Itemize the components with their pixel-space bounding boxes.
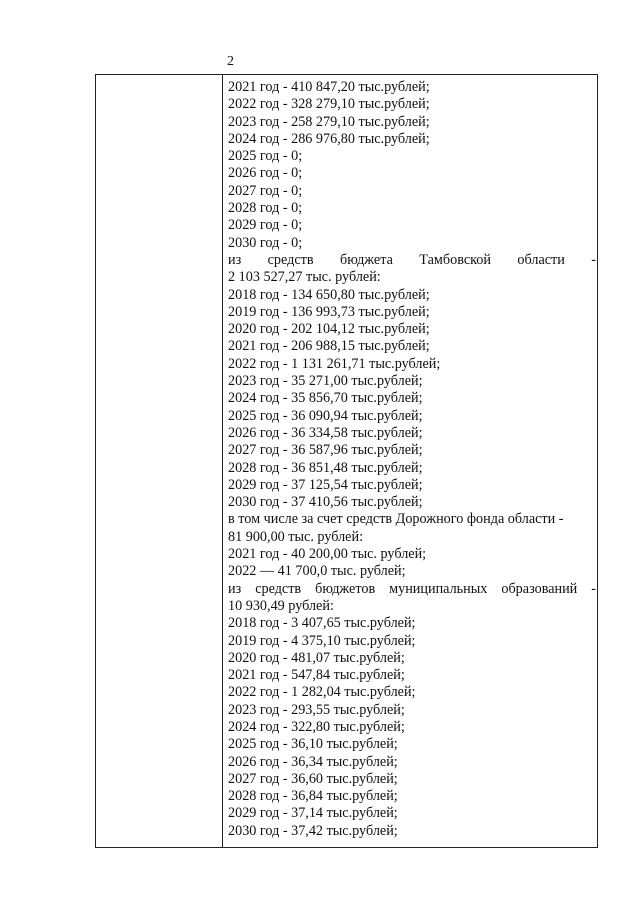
text-line: 2028 год - 36 851,48 тыс.рублей; [228,459,423,476]
text-line: 2021 год - 206 988,15 тыс.рублей; [228,338,430,355]
text-line: 2024 год - 322,80 тыс.рублей; [228,718,405,735]
text-line: 2021 год - 547,84 тыс.рублей; [228,667,405,684]
text-line: из средств бюджетов муниципальных образований - [228,580,596,597]
text-line: 2 103 527,27 тыс. рублей: [228,269,381,286]
text-line: 2030 год - 0; [228,234,303,251]
text-line: в том числе за счет средств Дорожного фонда области - [228,511,564,528]
text-line: 2027 год - 0; [228,182,303,199]
text-line: 2022 год - 1 282,04 тыс.рублей; [228,684,416,701]
text-line: 2030 год - 37,42 тыс.рублей; [228,822,398,839]
text-line: 2021 год - 410 847,20 тыс.рублей; [228,79,430,95]
text-line: 2023 год - 35 271,00 тыс.рублей; [228,373,423,390]
text-line: 2028 год - 36,84 тыс.рублей; [228,788,398,805]
text-line: 2027 год - 36 587,96 тыс.рублей; [228,442,423,459]
table-left-column [96,75,223,847]
text-line: 2019 год - 136 993,73 тыс.рублей; [228,303,430,320]
text-line: 2022 год - 328 279,10 тыс.рублей; [228,96,430,113]
text-line: 2022 год - 1 131 261,71 тыс.рублей; [228,355,441,372]
text-line: 2022 — 41 700,0 тыс. рублей; [228,563,406,580]
text-line: 2028 год - 0; [228,200,303,217]
text-line: 2025 год - 36 090,94 тыс.рублей; [228,407,423,424]
text-line: 2026 год - 36,34 тыс.рублей; [228,753,398,770]
page-number: 2 [227,54,234,69]
table-right-column [228,79,596,840]
text-line: 2026 год - 0; [228,165,303,182]
text-line: 2026 год - 36 334,58 тыс.рублей; [228,424,423,441]
text-line: 2029 год - 37 125,54 тыс.рублей; [228,476,423,493]
text-line: 2024 год - 286 976,80 тыс.рублей; [228,130,430,147]
text-line: 2029 год - 0; [228,217,303,234]
text-line: 2023 год - 293,55 тыс.рублей; [228,701,405,718]
text-line: 2020 год - 202 104,12 тыс.рублей; [228,321,430,338]
text-line: 2025 год - 0; [228,148,303,165]
text-line: 2021 год - 40 200,00 тыс. рублей; [228,546,427,563]
text-line: 2019 год - 4 375,10 тыс.рублей; [228,632,416,649]
text-line: 81 900,00 тыс. рублей: [228,528,364,545]
text-line: из средств бюджета Тамбовской области - [228,251,596,268]
text-line: 2023 год - 258 279,10 тыс.рублей; [228,113,430,130]
financing-table [95,74,598,848]
text-line: 2025 год - 36,10 тыс.рублей; [228,736,398,753]
text-line: 2020 год - 481,07 тыс.рублей; [228,649,405,666]
text-line: 2029 год - 37,14 тыс.рублей; [228,805,398,822]
text-line: 10 930,49 рублей: [228,597,334,614]
text-line: 2018 год - 3 407,65 тыс.рублей; [228,615,416,632]
text-line: 2018 год - 134 650,80 тыс.рублей; [228,286,430,303]
text-line: 2024 год - 35 856,70 тыс.рублей; [228,390,423,407]
text-line: 2027 год - 36,60 тыс.рублей; [228,770,398,787]
text-line: 2030 год - 37 410,56 тыс.рублей; [228,494,423,511]
